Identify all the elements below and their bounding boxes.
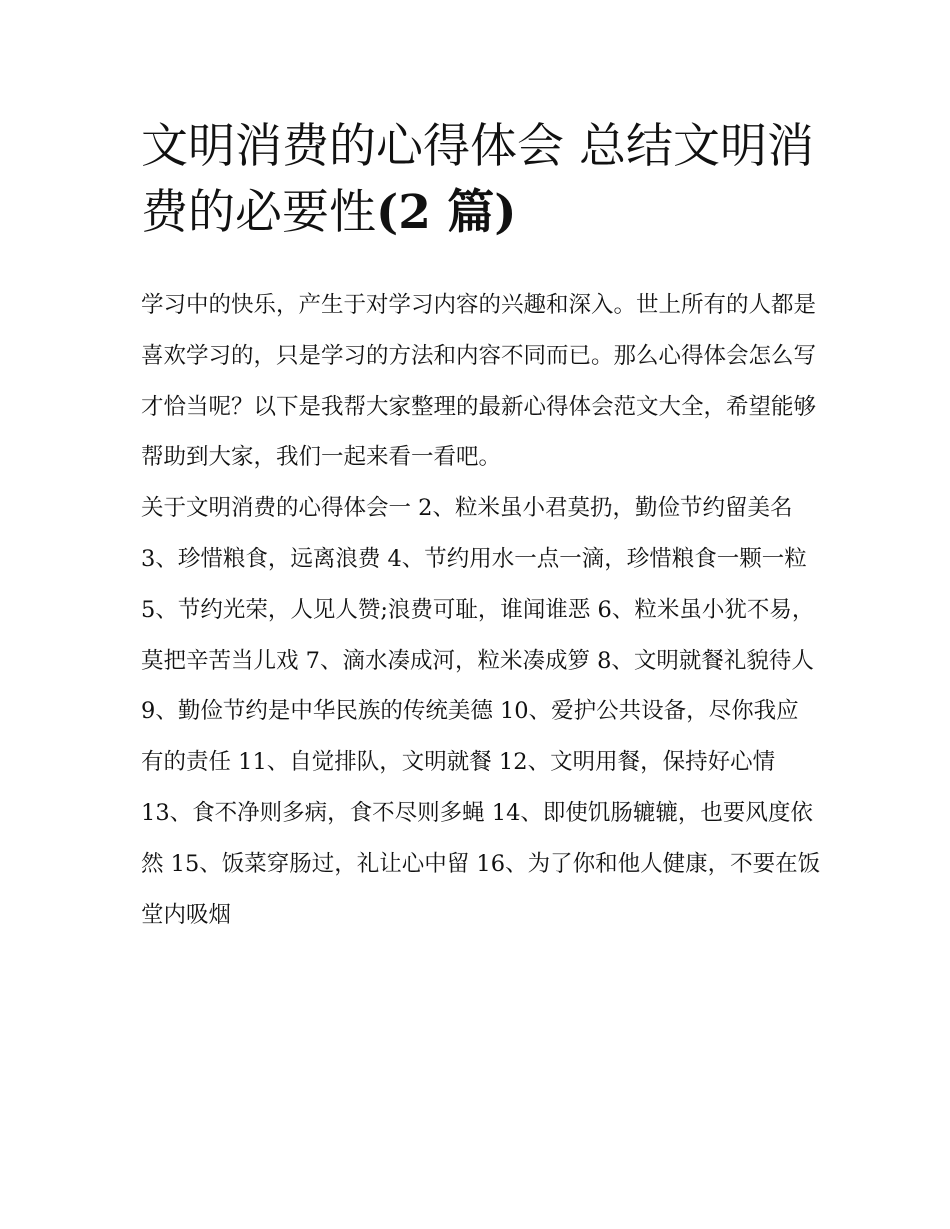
document-body	[141, 280, 821, 940]
body-paragraph: 9、勤俭节约是中华民族的传统美德 10、爱护公共设备，尽你我应有的责任 11、自觉排队，文明就餐 12、文明用餐，保持好心情	[141, 698, 799, 776]
title-main-text: 文明消费的心得体会 总结文明消费的必要性	[141, 119, 814, 240]
title-count-text: (2 篇)	[376, 185, 517, 240]
body-paragraph: 关于文明消费的心得体会一 2、粒米虽小君莫扔，勤俭节约留美名 3、珍惜粮食，远离浪费 4、节约用水一点一滴，珍惜粮食一颗一粒	[141, 495, 807, 572]
body-paragraph: 5、节约光荣，人见人赞;浪费可耻，谁闻谁恶 6、粒米虽小犹不易，莫把辛苦当儿戏 7、滴水凑成河，粒米凑成箩 8、文明就餐礼貌待人	[141, 596, 815, 674]
document-title	[141, 114, 831, 246]
body-paragraph: 13、食不净则多病，食不尽则多蝇 14、即使饥肠辘辘，也要风度依然 15、饭菜穿肠过，礼让心中留 16、为了你和他人健康，不要在饭堂内吸烟	[141, 799, 821, 928]
intro-paragraph: 学习中的快乐，产生于对学习内容的兴趣和深入。世上所有的人都是喜欢学习的，只是学习的方法和内容不同而已。那么心得体会怎么写才恰当呢？以下是我帮大家整理的最新心得体会范文大全，希望能够帮助到大家，我们一起来看一看吧。	[141, 292, 817, 471]
